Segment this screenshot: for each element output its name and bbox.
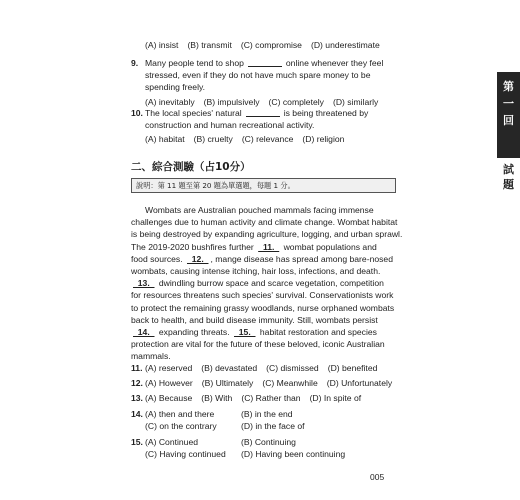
- passage-line: [131, 253, 393, 265]
- passage-line: [131, 241, 393, 253]
- blank-12: 12.: [186, 253, 209, 264]
- q13-option-c: (C) Rather than: [241, 393, 301, 403]
- q10-option-d: (D) religion: [302, 134, 345, 145]
- q9-option-d: (D) similarly: [332, 96, 379, 107]
- q13-option-a: (A) Because: [145, 393, 193, 403]
- q10-line2: construction and human recreational activity.: [145, 120, 315, 131]
- q9-blank: [248, 57, 282, 67]
- q15-number: 15.: [131, 437, 143, 447]
- q8-option-a: (A) insist: [145, 40, 179, 50]
- question-15: [131, 436, 345, 460]
- passage-text: , mange disease has spread among bare-nosed: [210, 253, 393, 264]
- q9-line3: spending freely.: [145, 82, 206, 93]
- q9-line2: stressed, even if they do not have much spare money to be: [145, 70, 371, 81]
- question-14: [131, 408, 305, 432]
- q11-option-a: (A) reserved: [145, 363, 193, 373]
- passage-line: protection are vital for the future of these beloved, iconic Australian: [131, 339, 385, 350]
- side-tab-label: [497, 158, 520, 192]
- side-tab-label-char-1: 試: [503, 163, 514, 176]
- q14-number: 14.: [131, 409, 143, 419]
- q13-option-d: (D) In spite of: [309, 393, 362, 403]
- question-11: [131, 362, 386, 374]
- q11-option-d: (D) benefited: [327, 363, 378, 373]
- q13-option-b: (B) With: [201, 393, 233, 403]
- q10-blank: [246, 107, 280, 117]
- side-tab-char-2: 一: [503, 97, 514, 110]
- q14-option-c: (C) on the contrary: [145, 421, 217, 432]
- question-12: [131, 377, 401, 389]
- q12-option-d: (D) Unfortunately: [326, 378, 393, 388]
- passage-text: dwindling burrow space and scarce vegetation, competition: [158, 278, 384, 289]
- passage-line: for resources threatens such species' survival. Conservationists work: [131, 290, 394, 301]
- side-tab-char-3: 回: [503, 114, 514, 127]
- q8-option-d: (D) underestimate: [310, 40, 380, 50]
- page-number: 005: [370, 472, 385, 482]
- passage-line: mammals.: [131, 351, 171, 362]
- passage-line: Wombats are Australian pouched mammals facing immense: [145, 205, 374, 215]
- q14-option-d: (D) in the face of: [241, 421, 305, 432]
- q15-option-c: (C) Having continued: [145, 449, 226, 460]
- q9-option-a: (A) inevitably: [145, 96, 195, 107]
- q9-option-c: (C) completely: [268, 96, 324, 107]
- q14-option-b: (B) in the end: [241, 409, 293, 419]
- passage-text: wombat populations and: [283, 241, 377, 252]
- passage-line: wombats, causing intense itching, hair loss, infections, and death.: [131, 265, 381, 276]
- side-tab: [497, 72, 520, 158]
- q9-options: [131, 96, 401, 108]
- passage-text: food sources.: [131, 253, 183, 264]
- blank-14: 14.: [133, 326, 155, 337]
- q8-option-b: (B) transmit: [187, 40, 232, 50]
- q9-option-b: (B) impulsively: [203, 96, 260, 107]
- q12-option-c: (C) Meanwhile: [262, 378, 318, 388]
- blank-15: 15.: [234, 326, 256, 337]
- q8-option-c: (C) compromise: [240, 40, 302, 50]
- blank-13: 13.: [133, 278, 155, 289]
- q10-option-a: (A) habitat: [145, 134, 185, 145]
- q10-options: [131, 133, 401, 145]
- q10-option-b: (B) cruelty: [193, 134, 233, 145]
- q9-stem-after: online whenever they feel: [285, 58, 384, 68]
- passage-text: expanding threats.: [158, 326, 230, 337]
- passage-text: The 2019-2020 bushfires further: [131, 241, 254, 252]
- passage-text: habitat restoration and species: [259, 326, 377, 337]
- passage-line: is being destroyed by expanding agriculture, logging, and urban sprawl.: [131, 229, 403, 240]
- blank-11: 11.: [258, 241, 280, 252]
- passage-line: [131, 326, 393, 338]
- q10-number: 10.: [131, 108, 143, 118]
- q11-option-b: (B) devastated: [201, 363, 258, 373]
- q12-option-a: (A) However: [145, 378, 193, 388]
- q9-stem-before: Many people tend to shop: [145, 58, 244, 68]
- q12-option-b: (B) Ultimately: [201, 378, 254, 388]
- instruction-box: 說明：第 11 題至第 20 題為單選題，每題 1 分。: [131, 178, 396, 193]
- q9-number: 9.: [131, 58, 139, 68]
- passage-line: [131, 277, 393, 289]
- q11-number: 11.: [131, 363, 143, 373]
- passage-line: challenges due to human activity and climate change. Wombat habitat: [131, 217, 398, 228]
- q15-option-d: (D) Having been continuing: [241, 449, 346, 460]
- q15-option-a: (A) Continued: [145, 437, 199, 447]
- q10-stem-after: is being threatened by: [283, 108, 369, 118]
- side-tab-char-1: 第: [503, 80, 514, 93]
- q11-option-c: (C) dismissed: [266, 363, 319, 373]
- q10-stem-before: The local species' natural: [145, 108, 242, 118]
- q14-option-a: (A) then and there: [145, 409, 215, 419]
- q15-option-b: (B) Continuing: [241, 437, 296, 447]
- passage-line: back to health, and build disease immunity. Still, wombats persist: [131, 314, 378, 325]
- question-13: [131, 392, 370, 404]
- q10-option-c: (C) relevance: [241, 134, 294, 145]
- question-10: [131, 107, 401, 146]
- q12-number: 12.: [131, 378, 143, 388]
- question-9: [131, 57, 401, 108]
- side-tab-label-char-2: 題: [503, 178, 514, 191]
- cloze-passage: [131, 204, 403, 362]
- q13-number: 13.: [131, 393, 143, 403]
- passage-line: to protect the remaining grassy woodlands, nurse orphaned wombats: [131, 302, 395, 313]
- q8-options: [145, 39, 389, 51]
- section-heading: 二、綜合測驗（占10分）: [131, 161, 251, 173]
